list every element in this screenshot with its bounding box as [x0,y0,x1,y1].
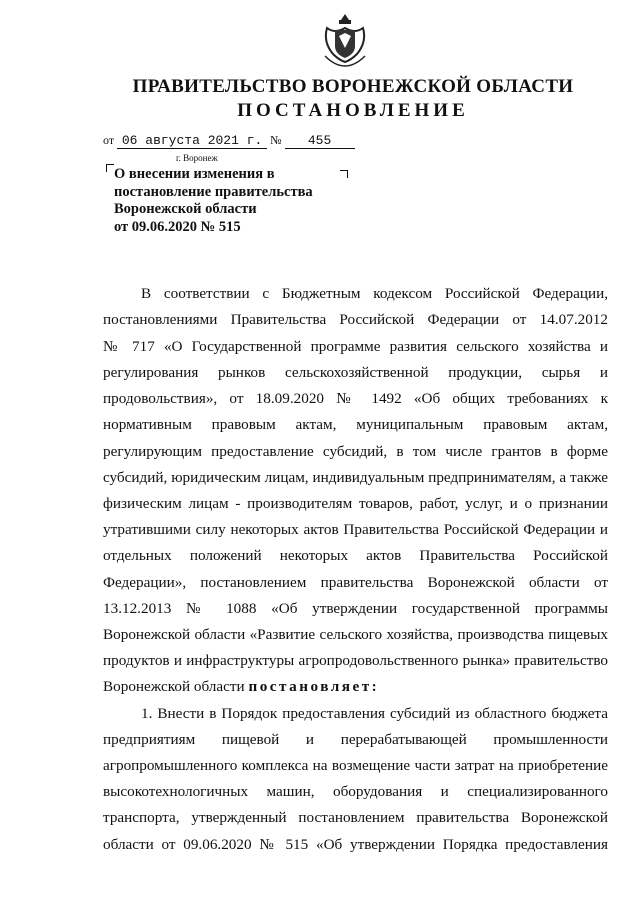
city-label: г. Воронеж [176,153,218,163]
document-date: 06 августа 2021 г. [117,133,267,149]
date-prefix: от [103,133,115,147]
body-line: регулирования рынков сельскохозяйственной продукции, сырья и [103,364,608,381]
body-line: высокотехнологичных машин, оборудования и специализированного [103,783,608,800]
body-line: нормативным правовым актам, муниципальным правовым актам, [103,416,608,433]
body-line: № 717 «О Государственной программе развития сельского хозяйства и [103,338,608,355]
body-line: В соответствии с Бюджетным кодексом Российской Федерации, [141,285,608,302]
body-line-final [103,678,608,696]
body-text: Воронежской области [103,678,249,695]
document-type: ПОСТАНОВЛЕНИЕ [237,100,469,121]
subject-line: Воронежской области [114,201,257,217]
subject-block [114,166,344,236]
subject-line: от 09.06.2020 № 515 [114,218,241,235]
government-title: ПРАВИТЕЛЬСТВО ВОРОНЕЖСКОЙ ОБЛАСТИ [132,76,574,97]
decree-word: постановляет: [248,678,380,695]
body-line: утратившими силу некоторых актов Правительства Российской Федерации и [103,521,608,538]
body-line: субсидий, юридическим лицам, индивидуальным предпринимателям, а также [103,469,608,486]
number-prefix: № [270,133,282,147]
body-line: регулирующим предоставление субсидий, в том числе грантов в форме [103,443,608,460]
body-line: постановлениями Правительства Российской Федерации от 14.07.2012 [103,311,608,328]
body-line: продуктов и инфраструктуры агропродовольственного рынка» правительство [103,652,608,669]
body-line: предприятиям пищевой и перерабатывающей промышленности [103,731,608,748]
date-number-line [103,133,355,149]
body-line: Федерации», постановлением правительства Воронежской области от [103,574,608,591]
body-line: отдельных положений некоторых актов Правительства Российской [103,547,608,564]
document-number: 455 [285,133,355,149]
body-line: продовольствия», от 18.09.2020 № 1492 «Об общих требованиях к [103,390,608,407]
body-line: 1. Внести в Порядок предоставления субсидий из областного бюджета [141,705,608,722]
body-line: области от 09.06.2020 № 515 «Об утверждении Порядка предоставления [103,836,608,853]
body-line: 13.12.2013 № 1088 «Об утверждении государственной программы [103,600,608,617]
coat-of-arms-icon [321,12,369,68]
body-line: агропромышленного комплекса на возмещение части затрат на приобретение [103,757,608,774]
body-line: транспорта, утвержденный постановлением правительства Воронежской [103,809,608,826]
body-line: физическим лицам - производителям товаров, работ, услуг, и о признании [103,495,608,512]
subject-line: О внесении изменения в [114,166,275,182]
body-line: Воронежской области «Развитие сельского хозяйства, производства пищевых [103,626,608,643]
subject-bracket-left [106,164,114,172]
subject-line: постановление правительства [114,183,313,200]
